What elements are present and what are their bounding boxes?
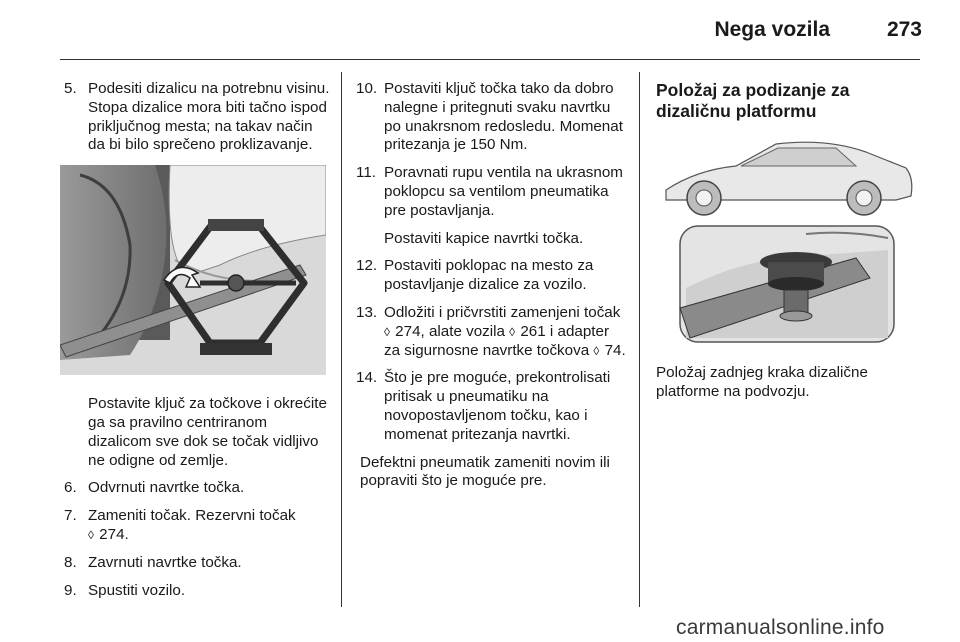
page-ref-arrow-icon: ◊	[509, 324, 516, 339]
step-number: 13.	[356, 303, 378, 321]
column-left	[64, 80, 332, 609]
step-text: Postaviti poklopac na mesto za postavljanje dizalice za vozilo.	[384, 257, 594, 294]
step-number: 10.	[356, 80, 378, 97]
step-10	[356, 80, 628, 155]
page-ref-link[interactable]: 274.	[99, 525, 129, 543]
step-text: Spustiti vozilo.	[88, 581, 186, 599]
step-number: 7.	[64, 507, 77, 525]
page-number: 273	[886, 18, 922, 41]
step-number: 5.	[64, 80, 77, 97]
page-ref-arrow-icon: ◊	[88, 527, 94, 542]
step-text: Podesiti dizalicu na potrebnu visinu. Stopa dizalice mora biti tačno ispod priključnog mesta; na takav način da bi bilo sprečeno proklizavanje.	[88, 80, 330, 154]
step-number: 8.	[64, 553, 77, 571]
step-number: 12.	[356, 257, 378, 275]
column-middle	[356, 80, 628, 500]
page-ref-link[interactable]: 261 i adapter za sigurnosne navrtke točkova	[384, 322, 610, 359]
step-9	[64, 582, 332, 601]
step-11	[356, 164, 628, 248]
header-rule	[60, 59, 920, 60]
step-subtext: Postaviti kapice navrtki točka.	[384, 229, 584, 247]
header-title: Nega vozila	[714, 18, 830, 41]
figure-note: Postavite ključ za točkove i okrećite ga sa pravilno centriranom dizalicom sve dok se točak vidljivo ne odigne od zemlje.	[88, 395, 327, 469]
column-divider-right	[639, 72, 640, 607]
step-5	[64, 80, 332, 155]
page-ref-link[interactable]: 274, alate vozila	[395, 322, 505, 340]
step-number: 11.	[356, 164, 376, 182]
jack-illustration	[60, 165, 326, 375]
lift-point-illustration	[656, 138, 918, 348]
step-14	[356, 369, 628, 444]
step-text: Poravnati rupu ventila na ukrasnom poklopcu sa ventilom pneumatika pre postavljanja.	[384, 164, 623, 219]
section-title: Položaj za podizanje za dizaličnu platformu	[656, 80, 850, 121]
step-12	[356, 257, 628, 295]
step-7	[64, 507, 332, 545]
step-number: 14.	[356, 369, 378, 387]
column-divider-left	[341, 72, 342, 607]
watermark-text: carmanualsonline.info	[676, 616, 885, 639]
page-ref-arrow-icon: ◊	[384, 324, 390, 339]
step-number: 6.	[64, 479, 77, 497]
step-13	[356, 304, 628, 360]
step-text: Zavrnuti navrtke točka.	[88, 553, 242, 571]
step-text: Što je pre moguće, prekontrolisati pritisak u pneumatiku na novopostavljenom točku, kao i momenat pritezanja navrtki.	[384, 369, 611, 443]
step-6	[64, 479, 332, 498]
step-text: Odložiti i pričvrstiti zamenjeni točak	[384, 303, 621, 321]
page-ref-arrow-icon: ◊	[593, 343, 600, 358]
step-text: Odvrnuti navrtke točka.	[88, 479, 245, 497]
page-ref-link[interactable]: 74.	[604, 341, 626, 359]
step-8	[64, 554, 332, 573]
step-text: Zameniti točak. Rezervni točak	[88, 507, 296, 525]
column-right	[656, 80, 924, 411]
step-number: 9.	[64, 581, 77, 599]
figure-caption: Položaj zadnjeg kraka dizalične platforme na podvozju.	[656, 364, 868, 400]
footer-note: Defektni pneumatik zameniti novim ili popraviti što je moguće pre.	[360, 453, 610, 490]
step-text: Postaviti ključ točka tako da dobro nalegne i pritegnuti svaku navrtku po unakrsnom redosledu. Momenat pritezanja je 150 Nm.	[384, 80, 623, 154]
